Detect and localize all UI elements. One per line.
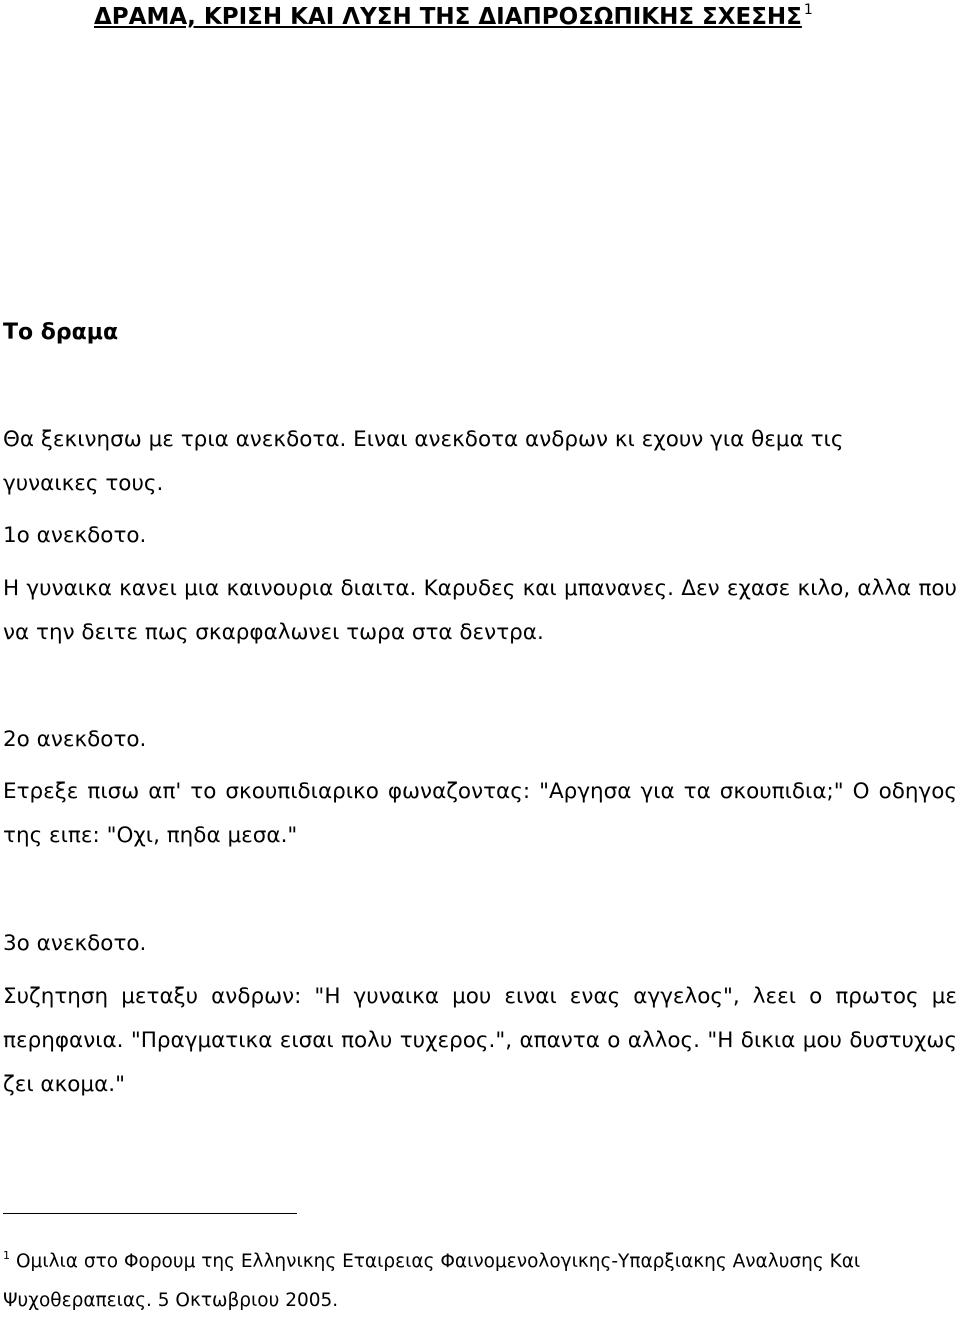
document-title xyxy=(94,4,813,30)
section-heading: Το δραμα xyxy=(3,320,119,345)
intro-paragraph xyxy=(3,418,957,506)
footnote-marker: 1 xyxy=(3,1249,10,1262)
footnote-text: Ομιλια στο Φορουμ της Ελληνικης Εταιρειας Φαινομενολογικης-Υπαρξιακης Αναλυσης Και Ψυχοθεραπειας. 5 Οκτωβριου 2005. xyxy=(3,1251,861,1311)
anecdote-2-text: Ετρεξε πισω απ' το σκουπιδιαρικο φωναζοντας: "Αργησα για τα σκουπιδια;" Ο οδηγος της ειπε: "Οχι, πηδα μεσα." xyxy=(3,779,957,848)
footnote-separator xyxy=(3,1213,297,1214)
intro-line-1: Θα ξεκινησω με τρια ανεκδοτα. Ειναι ανεκδοτα ανδρων κι εχουν για θεμα τις xyxy=(3,427,844,452)
title-footnote-marker: 1 xyxy=(803,2,813,18)
anecdote-3-label: 3ο ανεκδοτο. xyxy=(3,931,147,956)
anecdote-2-label: 2ο ανεκδοτο. xyxy=(3,727,147,752)
anecdote-1-text: Η γυναικα κανει μια καινουρια διαιτα. Καρυδες και μπανανες. Δεν εχασε κιλο, αλλα που να την δειτε πως σκαρφαλωνει τωρα στα δεντρα. xyxy=(3,576,957,645)
footnote xyxy=(3,1242,953,1320)
anecdote-3-text: Συζητηση μεταξυ ανδρων: "Η γυναικα μου ειναι ενας αγγελος", λεει ο πρωτος με περηφανια. "Πραγματικα εισαι πολυ τυχερος.", απαντα ο αλλος. "Η δικια μου δυστυχως ζει ακομα." xyxy=(3,984,957,1097)
intro-line-2: γυναικες τους. xyxy=(3,471,164,496)
anecdote-1-label: 1ο ανεκδοτο. xyxy=(3,523,147,548)
document-title-text: ΔΡΑΜΑ, ΚΡΙΣΗ ΚΑΙ ΛΥΣΗ ΤΗΣ ΔΙΑΠΡΟΣΩΠΙΚΗΣ ΣΧΕΣΗΣ xyxy=(94,4,802,30)
